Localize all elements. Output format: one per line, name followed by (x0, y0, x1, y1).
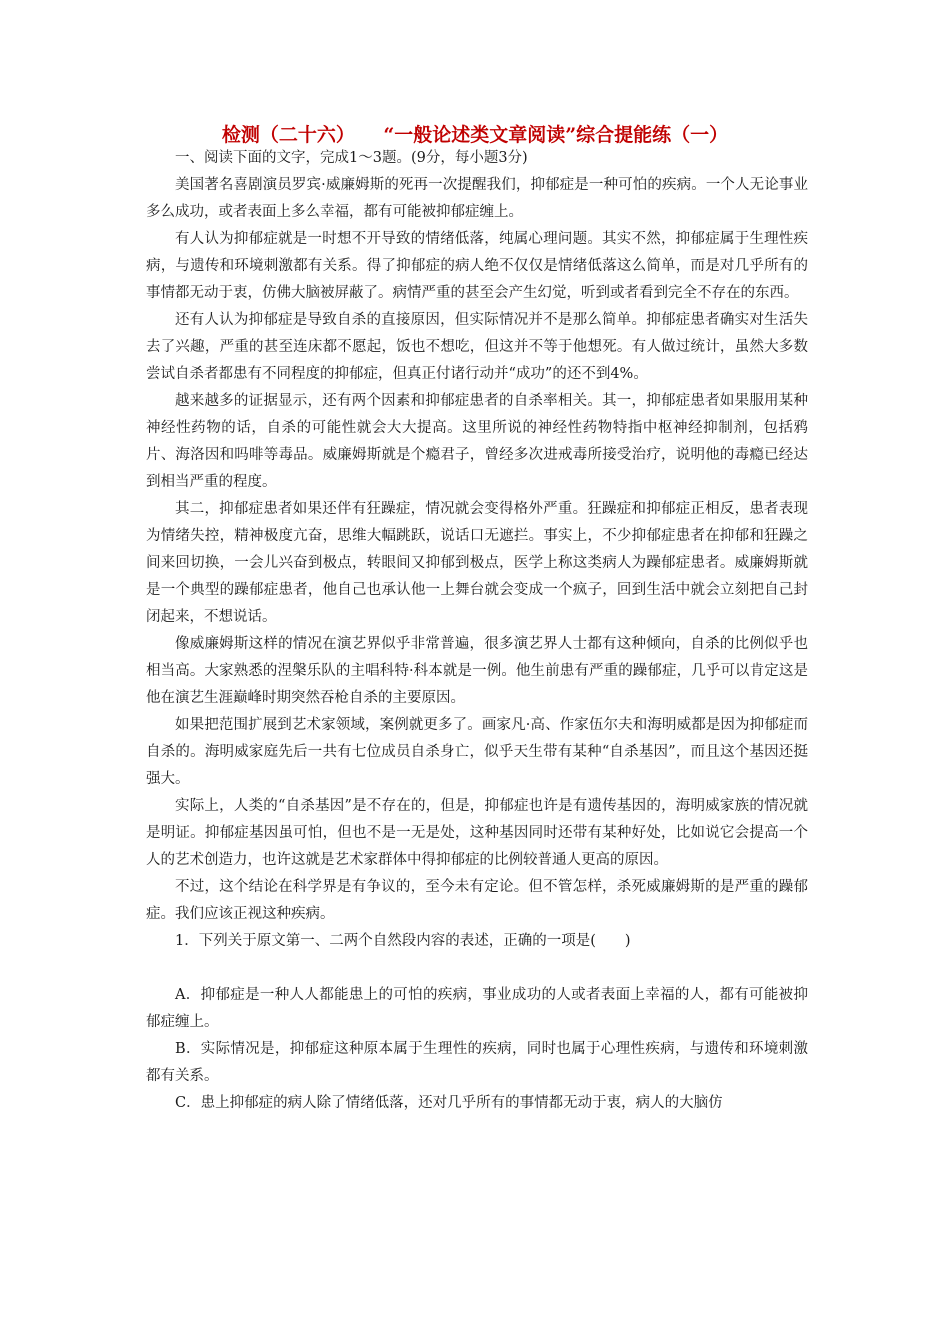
paragraph-7: 如果把范围扩展到艺术家领域，案例就更多了。画家凡·高、作家伍尔夫和海明威都是因为抑郁症而自杀的。海明威家庭先后一共有七位成员自杀身亡，似乎天生带有某种“自杀基因”，而且这个基因还挺强大。 (146, 717, 808, 787)
page-title: 检测（二十六） “一般论述类文章阅读”综合提能练（一） (221, 124, 729, 146)
article-body (146, 145, 808, 1117)
paragraph-8: 实际上，人类的“自杀基因”是不存在的，但是，抑郁症也许是有遗传基因的，海明威家族的情况就是明证。抑郁症基因虽可怕，但也不是一无是处，这种基因同时还带有某种好处，比如说它会提高一个人的艺术创造力，也许这就是艺术家群体中得抑郁症的比例较普通人更高的原因。 (146, 798, 808, 868)
paragraph-2: 有人认为抑郁症就是一时想不开导致的情绪低落，纯属心理问题。其实不然，抑郁症属于生理性疾病，与遗传和环境刺激都有关系。得了抑郁症的病人绝不仅仅是情绪低落这么简单，而是对几乎所有的事情都无动于衷，仿佛大脑被屏蔽了。病情严重的甚至会产生幻觉，听到或者看到完全不存在的东西。 (146, 231, 808, 301)
paragraph-1: 美国著名喜剧演员罗宾·威廉姆斯的死再一次提醒我们，抑郁症是一种可怕的疾病。一个人无论事业多么成功，或者表面上多么幸福，都有可能被抑郁症缠上。 (146, 177, 808, 220)
instruction: 一、阅读下面的文字，完成1～3题。(9分，每小题3分) (175, 150, 528, 166)
paragraph-5: 其二，抑郁症患者如果还伴有狂躁症，情况就会变得格外严重。狂躁症和抑郁症正相反，患者表现为情绪失控，精神极度亢奋，思维大幅跳跃，说话口无遮拦。事实上，不少抑郁症患者在抑郁和狂躁之间来回切换，一会儿兴奋到极点，转眼间又抑郁到极点，医学上称这类病人为躁郁症患者。威廉姆斯就是一个典型的躁郁症患者，他自己也承认他一上舞台就会变成一个疯子，回到生活中就会立刻把自己封闭起来，不想说话。 (146, 501, 808, 625)
paragraph-3: 还有人认为抑郁症是导致自杀的直接原因，但实际情况并不是那么简单。抑郁症患者确实对生活失去了兴趣，严重的甚至连床都不愿起，饭也不想吃，但这并不等于他想死。有人做过统计，虽然大多数尝试自杀者都患有不同程度的抑郁症，但真正付诸行动并“成功”的还不到4%。 (146, 312, 808, 382)
option-c: C．患上抑郁症的病人除了情绪低落，还对几乎所有的事情都无动于衷，病人的大脑仿 (175, 1095, 723, 1111)
option-b: B．实际情况是，抑郁症这种原本属于生理性的疾病，同时也属于心理性疾病，与遗传和环境刺激都有关系。 (146, 1041, 808, 1084)
question-1: 1．下列关于原文第一、二两个自然段内容的表述，正确的一项是( ) (175, 933, 631, 949)
blank-line (146, 955, 808, 982)
option-a: A．抑郁症是一种人人都能患上的可怕的疾病，事业成功的人或者表面上幸福的人，都有可能被抑郁症缠上。 (146, 987, 808, 1030)
paragraph-6: 像威廉姆斯这样的情况在演艺界似乎非常普遍，很多演艺界人士都有这种倾向，自杀的比例似乎也相当高。大家熟悉的涅槃乐队的主唱科特·科本就是一例。他生前患有严重的躁郁症，几乎可以肯定这是他在演艺生涯巅峰时期突然吞枪自杀的主要原因。 (146, 636, 808, 706)
paragraph-9: 不过，这个结论在科学界是有争议的，至今未有定论。但不管怎样，杀死威廉姆斯的是严重的躁郁症。我们应该正视这种疾病。 (146, 879, 808, 922)
paragraph-4: 越来越多的证据显示，还有两个因素和抑郁症患者的自杀率相关。其一，抑郁症患者如果服用某种神经性药物的话，自杀的可能性就会大大提高。这里所说的神经性药物特指中枢神经抑制剂，包括鸦片、海洛因和吗啡等毒品。威廉姆斯就是个瘾君子，曾经多次进戒毒所接受治疗，说明他的毒瘾已经达到相当严重的程度。 (146, 393, 808, 490)
